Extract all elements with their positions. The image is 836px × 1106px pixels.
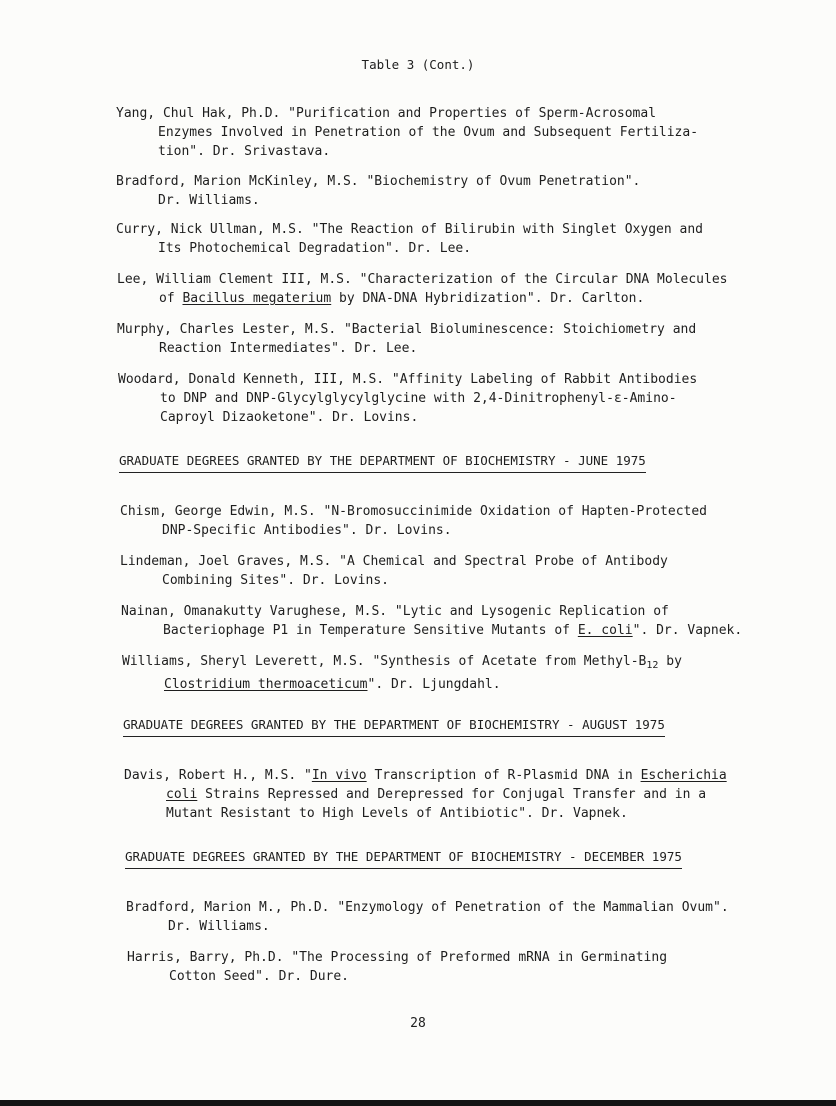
text-segment: Reaction Intermediates". Dr. Lee.	[159, 341, 418, 356]
text-segment: by DNA-DNA Hybridization". Dr. Carlton.	[331, 291, 645, 306]
text-segment: Bradford, Marion M., Ph.D. "Enzymology of Penetration of the Mammalian Ovum".	[126, 900, 729, 915]
text-segment: Nainan, Omanakutty Varughese, M.S. "Lytic and Lysogenic Replication of	[121, 604, 669, 619]
text-segment: Bradford, Marion McKinley, M.S. "Biochemistry of Ovum Penetration".	[116, 174, 641, 189]
text-segment: Strains Repressed and Derepressed for Conjugal Transfer and in a	[197, 787, 707, 802]
entry-line	[116, 220, 703, 239]
entry-line	[120, 521, 707, 540]
italic-term: Clostridium thermoaceticum	[164, 677, 368, 692]
entry-line	[120, 571, 668, 590]
text-segment: Caproyl Dizaoketone". Dr. Lovins.	[160, 410, 419, 425]
entry-line	[124, 804, 727, 823]
entry-yang	[116, 104, 698, 161]
text-segment: Mutant Resistant to High Levels of Antibiotic". Dr. Vapnek.	[166, 806, 628, 821]
entry-line	[127, 948, 667, 967]
text-segment: Dr. Williams.	[158, 193, 260, 208]
entry-bradford-ms	[116, 172, 640, 210]
text-segment: Its Photochemical Degradation". Dr. Lee.	[158, 241, 472, 256]
entry-woodard	[118, 370, 697, 427]
entry-line	[116, 104, 698, 123]
italic-term: E. coli	[577, 623, 633, 638]
text-segment: Curry, Nick Ullman, M.S. "The Reaction of Bilirubin with Singlet Oxygen and	[116, 222, 703, 237]
entry-line	[116, 191, 640, 210]
entry-lindeman	[120, 552, 668, 590]
entry-williams	[122, 652, 682, 694]
text-segment: of	[159, 291, 183, 306]
entry-line	[121, 602, 742, 621]
entry-line	[116, 239, 703, 258]
entry-line	[120, 502, 707, 521]
entry-line	[124, 785, 727, 804]
entry-harris	[127, 948, 667, 986]
subscript: 12	[646, 660, 659, 671]
text-segment: Yang, Chul Hak, Ph.D. "Purification and Properties of Sperm-Acrosomal	[116, 106, 657, 121]
entry-line	[116, 142, 698, 161]
text-segment: Williams, Sheryl Leverett, M.S. "Synthesis of Acetate from Methyl-B	[122, 654, 647, 669]
page-number: 28	[410, 1016, 426, 1031]
text-segment: Combining Sites". Dr. Lovins.	[162, 573, 389, 588]
text-segment: Lee, William Clement III, M.S. "Characterization of the Circular DNA Molecules	[117, 272, 728, 287]
entry-line	[118, 408, 697, 427]
italic-term: In vivo	[311, 768, 367, 783]
text-segment: Transcription of R-Plasmid DNA in	[366, 768, 641, 783]
text-segment: Woodard, Donald Kenneth, III, M.S. "Affinity Labeling of Rabbit Antibodies	[118, 372, 698, 387]
italic-term: coli	[166, 787, 198, 802]
entry-line	[122, 675, 682, 694]
entry-line	[118, 389, 697, 408]
entry-line	[124, 766, 727, 785]
text-segment: ". Dr. Ljungdahl.	[367, 677, 501, 692]
text-segment: Murphy, Charles Lester, M.S. "Bacterial Bioluminescence: Stoichiometry and	[117, 322, 697, 337]
text-segment: Harris, Barry, Ph.D. "The Processing of Preformed mRNA in Germinating	[127, 950, 668, 965]
entry-line	[116, 172, 640, 191]
italic-term: Escherichia	[640, 768, 727, 783]
entry-line	[126, 898, 729, 917]
entry-chism	[120, 502, 707, 540]
heading-august-1975: GRADUATE DEGREES GRANTED BY THE DEPARTMENT OF BIOCHEMISTRY - AUGUST 1975	[123, 716, 665, 737]
text-segment: Cotton Seed". Dr. Dure.	[169, 969, 350, 984]
entry-line	[117, 289, 727, 308]
text-segment: to DNP and DNP-Glycylglycylglycine with 2,4-Dinitrophenyl-ε-Amino-	[160, 391, 677, 406]
text-segment: Davis, Robert H., M.S. "	[124, 768, 312, 783]
entry-line	[117, 320, 696, 339]
heading-december-1975: GRADUATE DEGREES GRANTED BY THE DEPARTMENT OF BIOCHEMISTRY - DECEMBER 1975	[125, 848, 682, 869]
entry-murphy	[117, 320, 696, 358]
text-segment: tion". Dr. Srivastava.	[158, 144, 331, 159]
text-segment: Chism, George Edwin, M.S. "N-Bromosuccinimide Oxidation of Hapten-Protected	[120, 504, 707, 519]
heading-june-1975: GRADUATE DEGREES GRANTED BY THE DEPARTMENT OF BIOCHEMISTRY - JUNE 1975	[119, 452, 646, 473]
entry-line	[116, 123, 698, 142]
text-segment: by	[658, 654, 682, 669]
scan-bottom-edge	[0, 1100, 836, 1106]
text-segment: DNP-Specific Antibodies". Dr. Lovins.	[162, 523, 452, 538]
text-segment: Lindeman, Joel Graves, M.S. "A Chemical and Spectral Probe of Antibody	[120, 554, 668, 569]
entry-line	[126, 917, 729, 936]
entry-nainan	[121, 602, 742, 640]
entry-line	[120, 552, 668, 571]
entry-line	[117, 339, 696, 358]
entry-line	[127, 967, 667, 986]
entry-line	[118, 370, 697, 389]
entry-davis	[124, 766, 727, 823]
entry-line	[122, 652, 682, 675]
entry-line	[121, 621, 742, 640]
table-title: Table 3 (Cont.)	[361, 57, 475, 72]
text-segment: Enzymes Involved in Penetration of the Ovum and Subsequent Fertiliza-	[158, 125, 699, 140]
text-segment: ". Dr. Vapnek.	[632, 623, 743, 638]
italic-term: Bacillus megaterium	[182, 291, 332, 306]
entry-line	[117, 270, 727, 289]
entry-bradford-phd	[126, 898, 729, 936]
text-segment: Dr. Williams.	[168, 919, 270, 934]
text-segment: Bacteriophage P1 in Temperature Sensitive Mutants of	[163, 623, 578, 638]
entry-lee	[117, 270, 727, 308]
entry-curry	[116, 220, 703, 258]
